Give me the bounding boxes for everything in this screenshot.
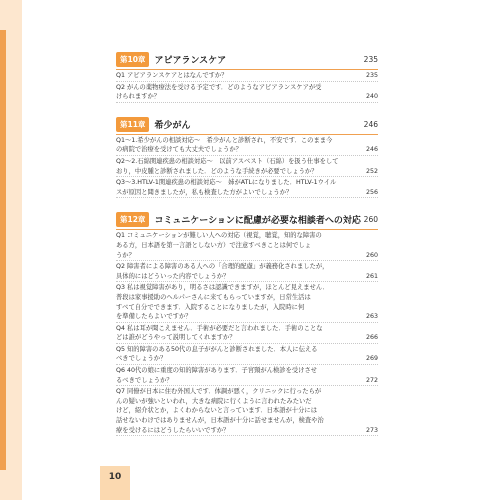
toc-entry[interactable]	[116, 136, 378, 156]
chapter-chip: 第10章	[116, 52, 149, 67]
entry-page: 256	[365, 188, 378, 196]
section-chapter-10	[116, 52, 378, 103]
entry-page: 235	[365, 72, 378, 79]
toc-entry[interactable]	[116, 345, 378, 365]
chapter-page: 235	[363, 55, 378, 64]
chapter-chip: 第11章	[116, 117, 149, 132]
entry-text: 具体的にはどういった内容でしょうか？	[116, 272, 230, 280]
chapter-title: アピアランスケア	[154, 56, 227, 66]
entry-text: ある方，日本語を第一言語としない方）で注意すべきことは何でしょ	[116, 241, 312, 249]
table-of-contents	[116, 52, 378, 436]
section-chapter-12	[116, 212, 378, 436]
toc-entry[interactable]	[116, 157, 378, 177]
entry-text: の病院で治療を受けても大丈夫でしょうか？	[116, 146, 242, 154]
entry-text: んの疑いが強いといわれ，大きな病院に行くように言われたみたいだ	[116, 397, 312, 405]
entry-text: Q6 40代の娘に重度の知的障害があります．子宮頸がん検診を受けさせ	[116, 367, 318, 375]
entry-page: 261	[365, 272, 378, 280]
entry-text: を準備したらよいですか？	[116, 313, 192, 321]
entry-text: けられますか？	[116, 93, 161, 101]
toc-entry[interactable]	[116, 178, 378, 198]
entry-page: 266	[365, 334, 378, 342]
entry-text: けど，紹介状とか，よくわからないと言っています．日本語が十分には	[116, 407, 317, 415]
entry-text: 療を受けるにはどうしたらいいですか？	[116, 426, 230, 434]
entry-text: 普段は家事援助のヘルパーさんに来てもらっていますが，日常生活は	[116, 293, 311, 301]
chapter-chip: 第12章	[116, 212, 149, 227]
entry-text: スが原因と聞きましたが，私も検査した方がよいでしょうか？	[116, 188, 293, 196]
entry-page: 240	[365, 93, 378, 101]
entry-page: 246	[365, 146, 378, 154]
entry-text: Q1 コミュニケーションが難しい人への対応（視覚，聴覚，知的な障害の	[116, 232, 322, 240]
entry-text: Q5 知的障害のある50代の息子ががんと診断されました．本人に伝える	[116, 345, 318, 353]
chapter-title: コミュニケーションに配慮が必要な相談者への対応	[154, 216, 361, 227]
page-number: 10	[108, 472, 122, 482]
page-side-stripe	[0, 30, 6, 470]
entry-text: すべて自分でできます．入院することになりましたが，入院時に何	[116, 303, 305, 311]
section-header	[116, 212, 378, 230]
toc-entry[interactable]	[116, 366, 378, 386]
entry-text: るべきでしょうか？	[116, 376, 173, 384]
entry-text: Q2～2.石綿関連疾患の相談対応～ 以前アスベスト（石綿）を扱う仕事をして	[116, 157, 339, 165]
entry-page: 252	[365, 167, 378, 175]
entry-text: Q1 アピアランスケアとはなんですか？	[116, 72, 228, 79]
entry-text: Q3 私は視覚障害があり，明るさは認識できますが，ほとんど見えません．	[116, 284, 329, 292]
chapter-page: 246	[363, 119, 378, 129]
section-header	[116, 52, 378, 70]
entry-page: 263	[365, 313, 378, 321]
entry-text: Q1～1.希少がんの相談対応～ 希少がんと診断され，不安です．このまま今	[116, 136, 333, 144]
entry-text: どは誰がどうやって説明してくれますか？	[116, 334, 236, 342]
toc-entry[interactable]	[116, 262, 378, 282]
entry-text: 話せないわけではありませんが，日本語が十分に話せませんが，検査や治	[116, 417, 324, 425]
toc-entry[interactable]	[116, 231, 378, 261]
entry-page: 260	[365, 251, 378, 259]
toc-entry[interactable]	[116, 283, 378, 322]
entry-text: Q7 同僚が日本に住む外国人です．体調が悪く，クリニックに行ったらが	[116, 388, 322, 396]
toc-entry[interactable]	[116, 83, 378, 103]
entry-text: べきでしょうか？	[116, 355, 167, 363]
entry-text: Q2 障害者による障害のある人への「合理的配慮」が義務化されましたが，	[116, 263, 329, 271]
section-chapter-11	[116, 117, 378, 199]
entry-text: Q4 私は耳が聞こえません．手術が必要だと言われました．手術のことな	[116, 324, 323, 332]
entry-text: おり，中皮腫と診断されました．どのような手続きが必要でしょうか？	[116, 167, 318, 175]
entry-page: 269	[365, 355, 378, 363]
entry-page: 272	[365, 376, 378, 384]
section-header	[116, 117, 378, 135]
toc-entry[interactable]	[116, 71, 378, 82]
entry-text: Q2 がんの薬物療法を受ける予定です．どのようなアピアランスケアが受	[116, 83, 322, 91]
chapter-page: 260	[363, 215, 378, 225]
entry-page: 273	[365, 426, 378, 434]
toc-entry[interactable]	[116, 387, 378, 436]
toc-entry[interactable]	[116, 324, 378, 344]
entry-text: うか？	[116, 251, 135, 259]
chapter-title: 希少がん	[154, 120, 191, 131]
entry-text: Q3～3.HTLV-1関連疾患の相談対応～ 姉がATLになりました．HTLV-1ウイル	[116, 179, 337, 187]
